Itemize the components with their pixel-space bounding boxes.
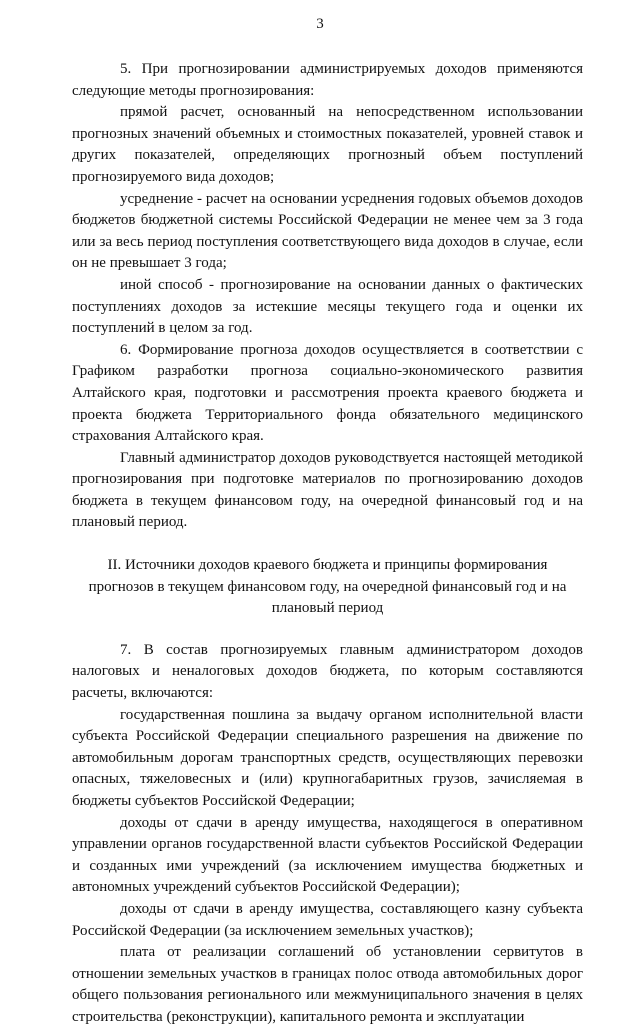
paragraph-other-method: иной способ - прогнозирование на основании данных о фактических поступлениях доходов за истекшие месяцы текущего года и оценки их поступлений в целом за год. [72,276,583,337]
paragraph-5-methods: 5. При прогнозировании администрируемых доходов применяются следующие методы прогнозирования: [72,61,583,99]
paragraph-lease-operational-property: доходы от сдачи в аренду имущества, находящегося в оперативном управлении органов государственной власти субъектов Российской Федерации и созданных ими учреждений (за исключением имущества бюджетных и автономных учреждений субъектов Российской Федерации); [72,814,583,896]
paragraph-averaging: усреднение - расчет на основании усреднения годовых объемов доходов бюджетов бюджетной системы Российской Федерации не менее чем за 3 года или за весь период поступления соответствующего вида доходов в случае, если он не превышает 3 года; [72,190,583,272]
paragraph-lease-treasury-property: доходы от сдачи в аренду имущества, составляющего казну субъекта Российской Федерации (за исключением земельных участков); [72,900,583,939]
section-heading: II. Источники доходов краевого бюджета и принципы формирования прогнозов в текущем финансовом году, на очередной финансовый год и на плановый период [88,557,567,617]
paragraph-6-forecast-schedule: 6. Формирование прогноза доходов осуществляется в соответствии с Графиком разработки прогноза социально-экономического развития Алтайского края, подготовки и рассмотрения проекта краевого бюджета и проекта бюджета Территориального фонда обязательного медицинского страхования Алтайского края. [72,341,583,445]
paragraph-7-composition: 7. В состав прогнозируемых главным администратором доходов налоговых и неналоговых доходов бюджета, по которым составляются расчеты, включаются: [72,641,583,702]
page-number: 3 [316,16,324,32]
document-body [72,59,583,1029]
paragraph-direct-calculation: прямой расчет, основанный на непосредственном использовании прогнозных значений объемных и стоимостных показателей, уровней ставок и других показателей, определяющих прогнозный объем поступлений прогнозируемого вида доходов; [72,104,583,185]
paragraph-servitude-payment: плата от реализации соглашений об установлении сервитутов в отношении земельных участков в границах полос отвода автомобильных дорог общего пользования регионального или межмуниципального значения в целях строительства (реконструкции), капитального ремонта и эксплуатации [72,944,583,1025]
paragraph-chief-administrator: Главный администратор доходов руководствуется настоящей методикой прогнозирования при подготовке материалов по прогнозированию доходов бюджета в текущем финансовом году, на очередной финансовый год и на плановый период. [72,449,583,531]
paragraph-state-duty: государственная пошлина за выдачу органом исполнительной власти субъекта Российской Федерации специального разрешения на движение по автомобильным дорогам транспортных средств, осуществляющих перевозки опасных, тяжеловесных и (или) крупногабаритных грузов, зачисляемая в бюджеты субъектов Российской Федерации; [72,706,583,809]
